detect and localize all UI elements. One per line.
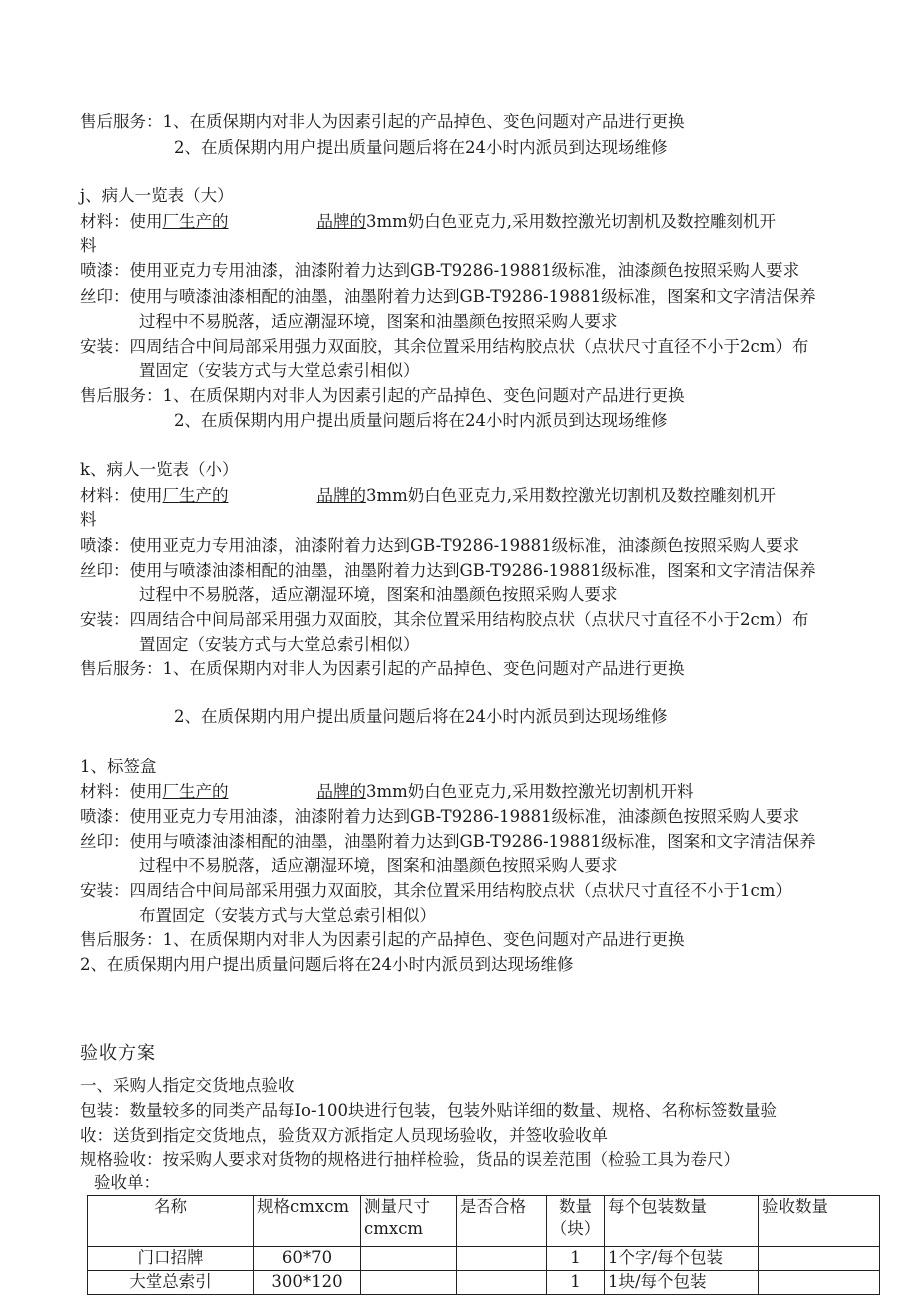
header-pass: 是否合格 <box>457 1196 547 1247</box>
sec-k-after-sales-1: 售后服务：1、在质保期内对非人为因素引起的产品掉色、变色问题对产品进行更换 <box>80 659 685 678</box>
cell-spec: 60*70 <box>254 1247 361 1271</box>
brand-blank: 品牌的 <box>316 486 366 505</box>
sec-j-material <box>80 211 776 233</box>
cell-name: 大堂总索引 <box>88 1271 254 1295</box>
sec-j-after-sales-2: 2、在质保期内用户提出质量问题后将在24小时内派员到达现场维修 <box>174 411 668 430</box>
sec-k-material <box>80 485 776 507</box>
cell-measure <box>361 1271 457 1295</box>
packing-line-2: 收：送货到指定交货地点，验货双方派指定人员现场验收，并签收验收单 <box>80 1126 608 1145</box>
sec-k-after-sales-2: 2、在质保期内用户提出质量问题后将在24小时内派员到达现场维修 <box>174 707 668 726</box>
header-per-pack: 每个包装数量 <box>605 1196 759 1247</box>
header-spec: 规格cmxcm <box>254 1196 361 1247</box>
table-header-row <box>88 1196 880 1247</box>
acceptance-table <box>87 1195 880 1295</box>
sec-k-install-1: 安装：四周结合中间局部采用强力双面胶，其余位置采用结构胶点状（点状尺寸直径不小于2cm）布 <box>80 610 809 629</box>
sec-l-title: 1、标签盒 <box>80 757 157 776</box>
brand-blank: 品牌的 <box>316 212 366 231</box>
sec-j-material-cont: 料 <box>80 236 97 255</box>
cell-qty: 1 <box>547 1247 605 1271</box>
cell-accept-qty <box>759 1271 880 1295</box>
material-label: 材料：使用 <box>80 782 163 801</box>
sec-k-title: k、病人一览表（小） <box>80 460 239 479</box>
sec-j-silk-2: 过程中不易脱落，适应潮湿环境，图案和油墨颜色按照采购人要求 <box>139 312 618 331</box>
sec-i-after-sales-2: 2、在质保期内用户提出质量问题后将在24小时内派员到达现场维修 <box>174 138 668 157</box>
packing-line-1: 包装：数量较多的同类产品每Io-100块进行包装，包装外贴详细的数量、规格、名称标签数量验 <box>80 1101 778 1120</box>
material-desc: 3mm奶白色亚克力,采用数控激光切割机开料 <box>366 782 694 801</box>
cell-per-pack: 1个字/每个包装 <box>605 1247 759 1271</box>
material-label: 材料：使用 <box>80 212 163 231</box>
sec-l-material <box>80 781 694 803</box>
sec-l-silk-2: 过程中不易脱落，适应潮湿环境，图案和油墨颜色按照采购人要求 <box>139 856 618 875</box>
factory-blank: 厂生产的 <box>162 212 229 231</box>
cell-pass <box>457 1271 547 1295</box>
acceptance-subheading: 一、采购人指定交货地点验收 <box>80 1076 295 1095</box>
factory-blank: 厂生产的 <box>162 486 229 505</box>
factory-blank: 厂生产的 <box>162 782 229 801</box>
cell-spec: 300*120 <box>254 1271 361 1295</box>
sec-l-install-1: 安装：四周结合中间局部采用强力双面胶，其余位置采用结构胶点状（点状尺寸直径不小于1cm） <box>80 881 792 900</box>
sec-k-install-2: 置固定（安装方式与大堂总索引相似） <box>139 635 420 654</box>
sec-l-silk-1: 丝印：使用与喷漆油漆相配的油墨，油墨附着力达到GB-T9286-19881级标准，图案和文字清洁保养 <box>80 832 816 851</box>
cell-per-pack: 1块/每个包装 <box>605 1271 759 1295</box>
sec-j-after-sales-1: 售后服务：1、在质保期内对非人为因素引起的产品掉色、变色问题对产品进行更换 <box>80 386 685 405</box>
header-measure: 测量尺寸 cmxcm <box>361 1196 457 1247</box>
sec-i-after-sales-1: 售后服务：1、在质保期内对非人为因素引起的产品掉色、变色问题对产品进行更换 <box>80 112 685 131</box>
cell-accept-qty <box>759 1247 880 1271</box>
header-accept-qty: 验收数量 <box>759 1196 880 1247</box>
sec-j-paint: 喷漆：使用亚克力专用油漆，油漆附着力达到GB-T9286-19881级标准，油漆颜色按照采购人要求 <box>80 261 800 280</box>
table-row <box>88 1247 880 1271</box>
header-name: 名称 <box>88 1196 254 1247</box>
cell-pass <box>457 1247 547 1271</box>
acceptance-form-label: 验收单： <box>94 1173 160 1192</box>
material-desc: 3mm奶白色亚克力,采用数控激光切割机及数控雕刻机开 <box>366 212 777 231</box>
sec-l-after-sales-2: 2、在质保期内用户提出质量问题后将在24小时内派员到达现场维修 <box>80 955 574 974</box>
cell-qty: 1 <box>547 1271 605 1295</box>
acceptance-heading: 验收方案 <box>80 1043 156 1064</box>
sec-k-paint: 喷漆：使用亚克力专用油漆，油漆附着力达到GB-T9286-19881级标准，油漆颜色按照采购人要求 <box>80 536 800 555</box>
sec-j-install-2: 置固定（安装方式与大堂总索引相似） <box>139 361 420 380</box>
sec-k-silk-2: 过程中不易脱落，适应潮湿环境，图案和油墨颜色按照采购人要求 <box>139 585 618 604</box>
cell-name: 门口招牌 <box>88 1247 254 1271</box>
sec-k-silk-1: 丝印：使用与喷漆油漆相配的油墨，油墨附着力达到GB-T9286-19881级标准，图案和文字清洁保养 <box>80 561 816 580</box>
sec-j-title: j、病人一览表（大） <box>80 186 234 205</box>
brand-blank: 品牌的 <box>316 782 366 801</box>
sec-l-after-sales-1: 售后服务：1、在质保期内对非人为因素引起的产品掉色、变色问题对产品进行更换 <box>80 930 685 949</box>
cell-measure <box>361 1247 457 1271</box>
sec-k-material-cont: 料 <box>80 510 97 529</box>
material-desc: 3mm奶白色亚克力,采用数控激光切割机及数控雕刻机开 <box>366 486 777 505</box>
sec-l-install-2: 布置固定（安装方式与大堂总索引相似） <box>139 906 436 925</box>
spec-check: 规格验收：按采购人要求对货物的规格进行抽样检验，货品的误差范围（检验工具为卷尺） <box>80 1150 740 1169</box>
sec-l-paint: 喷漆：使用亚克力专用油漆，油漆附着力达到GB-T9286-19881级标准，油漆颜色按照采购人要求 <box>80 807 800 826</box>
table-row <box>88 1271 880 1295</box>
header-qty: 数量 （块） <box>547 1196 605 1247</box>
sec-j-silk-1: 丝印：使用与喷漆油漆相配的油墨，油墨附着力达到GB-T9286-19881级标准，图案和文字清洁保养 <box>80 287 816 306</box>
sec-j-install-1: 安装：四周结合中间局部采用强力双面胶，其余位置采用结构胶点状（点状尺寸直径不小于2cm）布 <box>80 337 809 356</box>
material-label: 材料：使用 <box>80 486 163 505</box>
